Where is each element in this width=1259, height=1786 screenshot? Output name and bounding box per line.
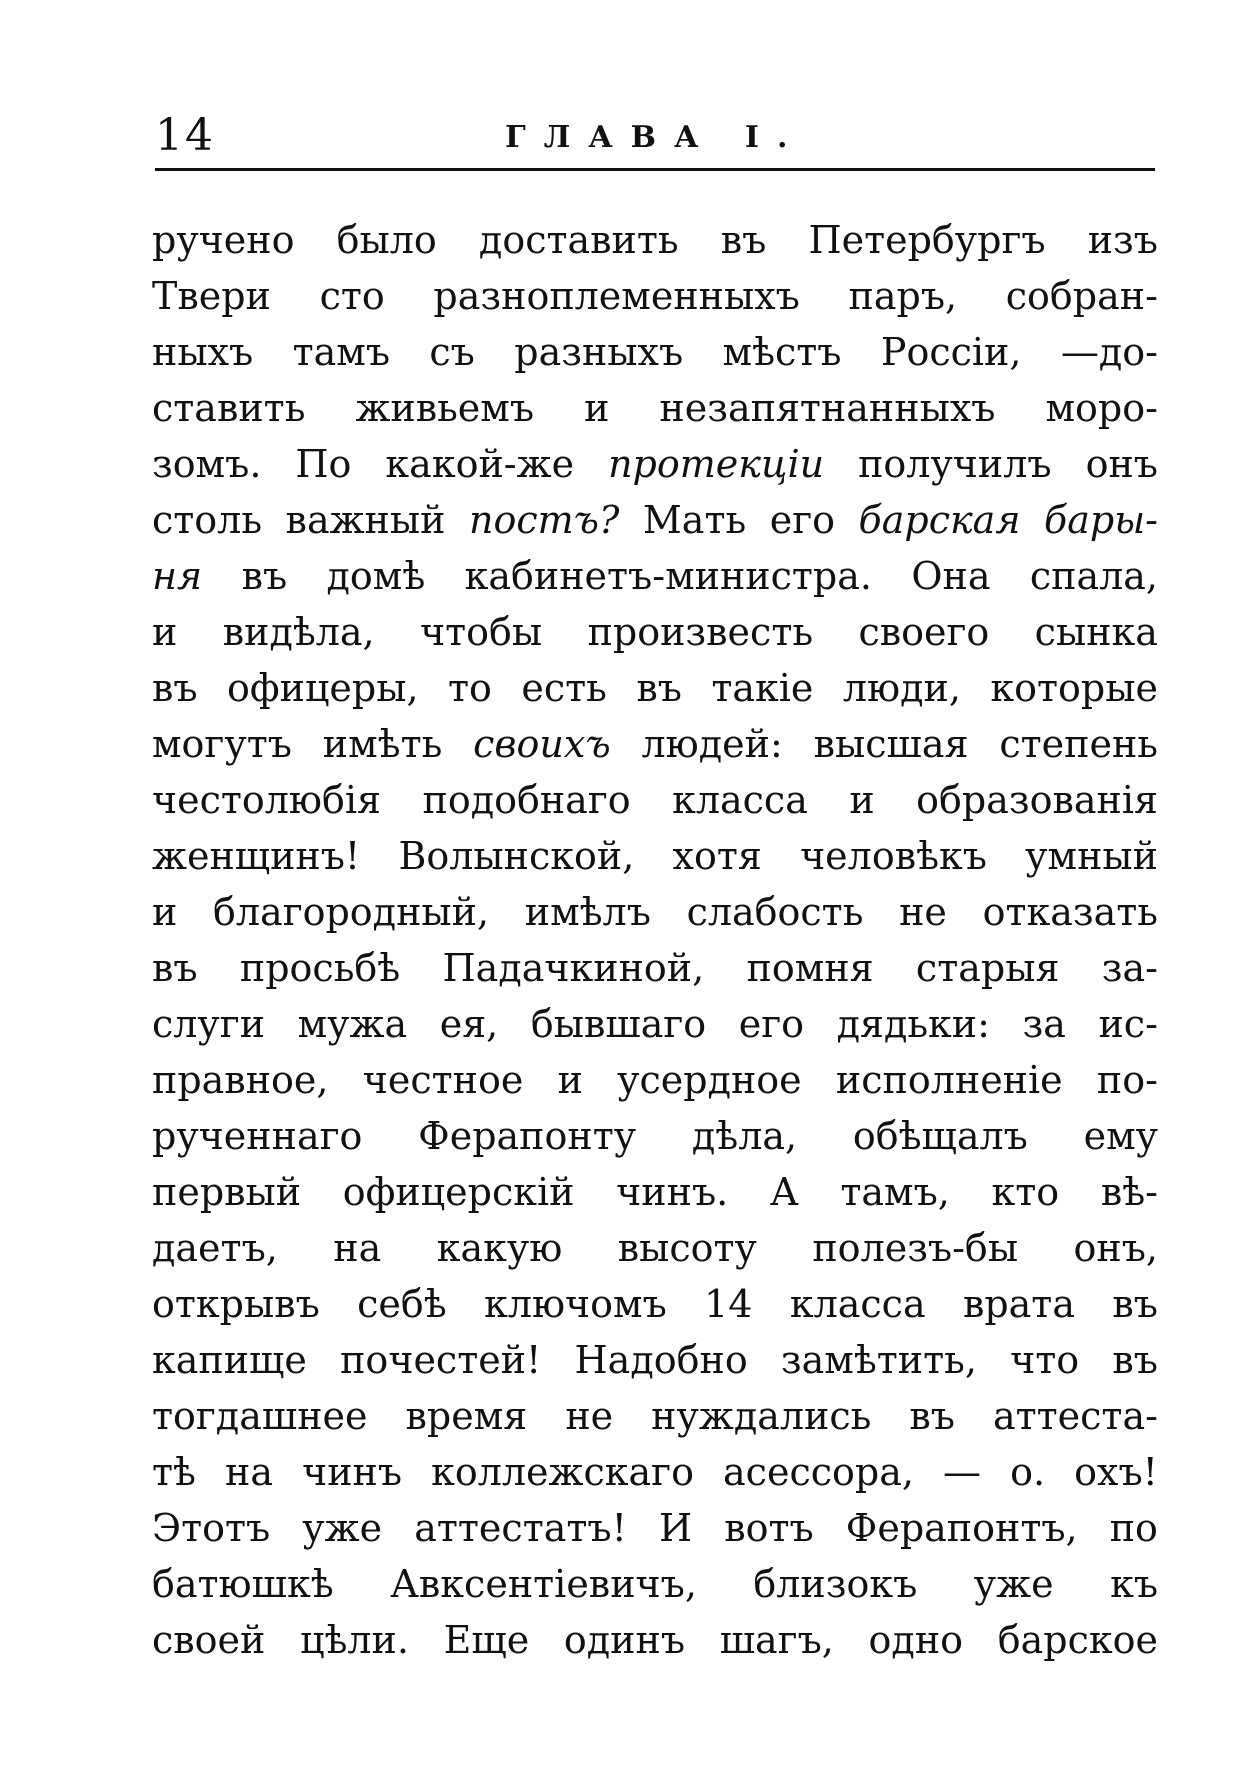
text-line: и видѣла, чтобы произвесть своего сынка <box>152 610 1158 654</box>
text-line: батюшкѣ Авксентіевичъ, близокъ уже къ <box>152 1562 1158 1606</box>
text-line: ручено было доставить въ Петербургъ изъ <box>152 218 1158 262</box>
header-rule <box>155 168 1155 171</box>
text-line: Твери сто разноплеменныхъ паръ, собран- <box>152 274 1158 318</box>
text-line: честолюбія подобнаго класса и образованія <box>152 778 1158 822</box>
text-line: слуги мужа ея, бывшаго его дядьки: за ис- <box>152 1002 1158 1046</box>
text-line: ня въ домѣ кабинетъ-министра. Она спала, <box>152 554 1158 598</box>
text-line: первый офицерскій чинъ. А тамъ, кто вѣ- <box>152 1170 1158 1214</box>
text-line: въ офицеры, то есть въ такіе люди, которые <box>152 666 1158 710</box>
text-line: ныхъ тамъ съ разныхъ мѣстъ Россіи, —до- <box>152 330 1158 374</box>
text-line: правное, честное и усердное исполненіе по- <box>152 1058 1158 1102</box>
text-line: тѣ на чинъ коллежскаго асессора, — о. охъ! <box>152 1450 1158 1494</box>
text-line: капище почестей! Надобно замѣтить, что въ <box>152 1338 1158 1382</box>
page-number: 14 <box>155 110 215 161</box>
text-line: и благородный, имѣлъ слабость не отказать <box>152 890 1158 934</box>
chapter-title: ГЛАВА I. <box>505 120 806 155</box>
text-line: могутъ имѣть своихъ людей: высшая степень <box>152 722 1158 766</box>
text-line: рученнаго Ферапонту дѣла, обѣщалъ ему <box>152 1114 1158 1158</box>
text-line: даетъ, на какую высоту полезъ-бы онъ, <box>152 1226 1158 1270</box>
text-line: зомъ. По какой-же протекціи получилъ онъ <box>152 442 1158 486</box>
text-line: открывъ себѣ ключомъ 14 класса врата въ <box>152 1282 1158 1326</box>
page-header <box>155 108 1155 168</box>
text-line: столь важный постъ? Мать его барская бары- <box>152 498 1158 542</box>
text-line: ставить живьемъ и незапятнанныхъ моро- <box>152 386 1158 430</box>
text-line: женщинъ! Волынской, хотя человѣкъ умный <box>152 834 1158 878</box>
text-line: въ просьбѣ Падачкиной, помня старыя за- <box>152 946 1158 990</box>
text-line: Этотъ уже аттестатъ! И вотъ Ферапонтъ, по <box>152 1506 1158 1550</box>
text-line: тогдашнее время не нуждались въ аттеста- <box>152 1394 1158 1438</box>
text-line: своей цѣли. Еще одинъ шагъ, одно барское <box>152 1618 1158 1662</box>
body-text <box>152 212 1158 1668</box>
